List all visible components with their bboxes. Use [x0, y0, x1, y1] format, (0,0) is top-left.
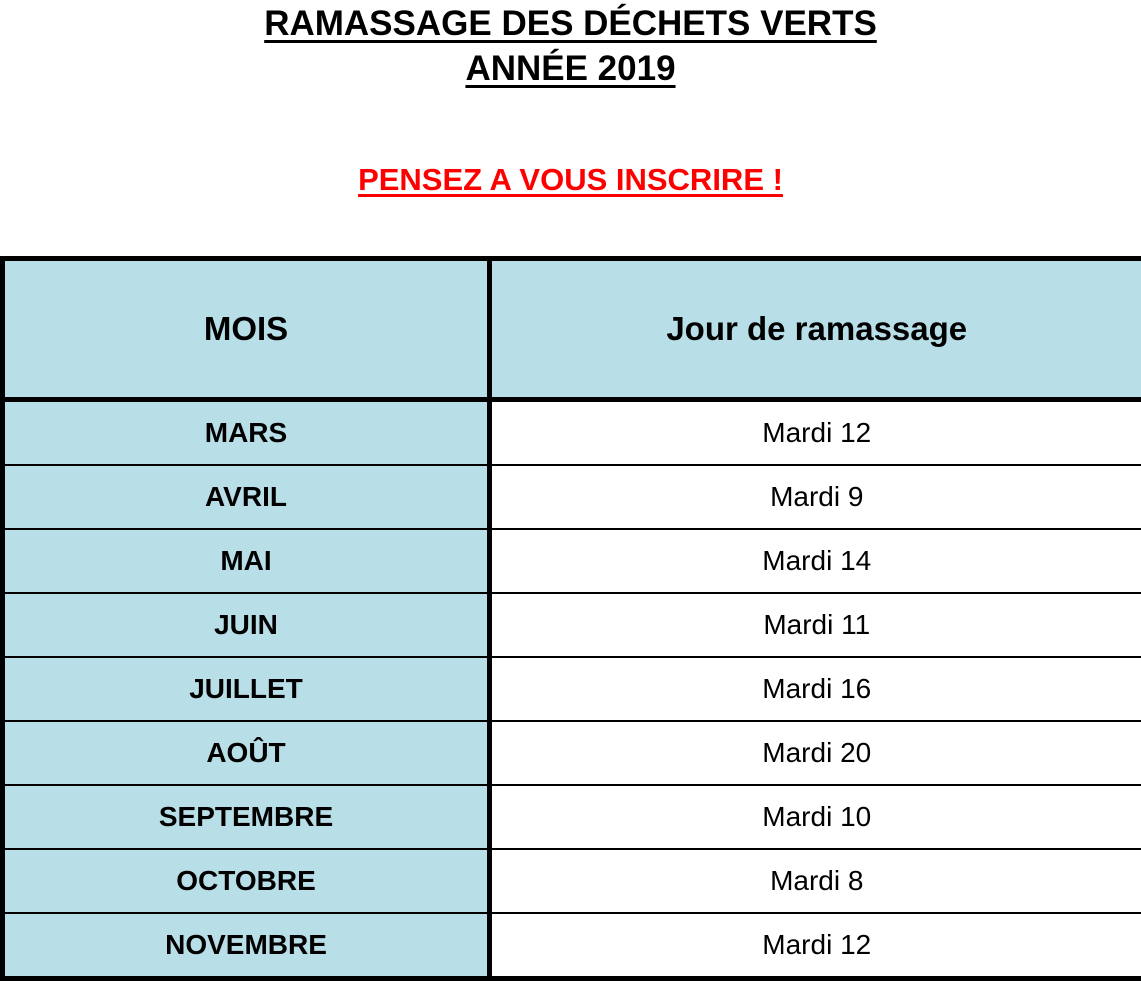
collection-day-cell: Mardi 14: [490, 529, 1141, 593]
month-cell: MARS: [3, 400, 490, 466]
collection-day-cell: Mardi 10: [490, 785, 1141, 849]
month-cell: NOVEMBRE: [3, 913, 490, 979]
table-row: [3, 593, 1141, 657]
table-row: [3, 785, 1141, 849]
table-row: [3, 657, 1141, 721]
month-cell: JUILLET: [3, 657, 490, 721]
month-cell: OCTOBRE: [3, 849, 490, 913]
title-line-1: RAMASSAGE DES DÉCHETS VERTS: [264, 4, 877, 43]
registration-notice: [0, 160, 1141, 200]
title-line-2: ANNÉE 2019: [465, 49, 676, 88]
month-cell: MAI: [3, 529, 490, 593]
month-cell: AVRIL: [3, 465, 490, 529]
month-cell: SEPTEMBRE: [3, 785, 490, 849]
table-row: [3, 849, 1141, 913]
table-row: [3, 721, 1141, 785]
document-title: [0, 0, 1141, 91]
collection-day-cell: Mardi 8: [490, 849, 1141, 913]
month-cell: JUIN: [3, 593, 490, 657]
table-row: [3, 913, 1141, 979]
collection-day-cell: Mardi 12: [490, 400, 1141, 466]
registration-notice-text: PENSEZ A VOUS INSCRIRE !: [358, 162, 783, 197]
table-header-row: [3, 259, 1141, 400]
table-row: [3, 400, 1141, 466]
column-header-month: MOIS: [3, 259, 490, 400]
collection-schedule-table: [0, 256, 1141, 981]
collection-day-cell: Mardi 16: [490, 657, 1141, 721]
table-row: [3, 529, 1141, 593]
month-cell: AOÛT: [3, 721, 490, 785]
collection-day-cell: Mardi 9: [490, 465, 1141, 529]
column-header-collection-day: Jour de ramassage: [490, 259, 1141, 400]
collection-day-cell: Mardi 20: [490, 721, 1141, 785]
collection-day-cell: Mardi 12: [490, 913, 1141, 979]
collection-day-cell: Mardi 11: [490, 593, 1141, 657]
table-row: [3, 465, 1141, 529]
